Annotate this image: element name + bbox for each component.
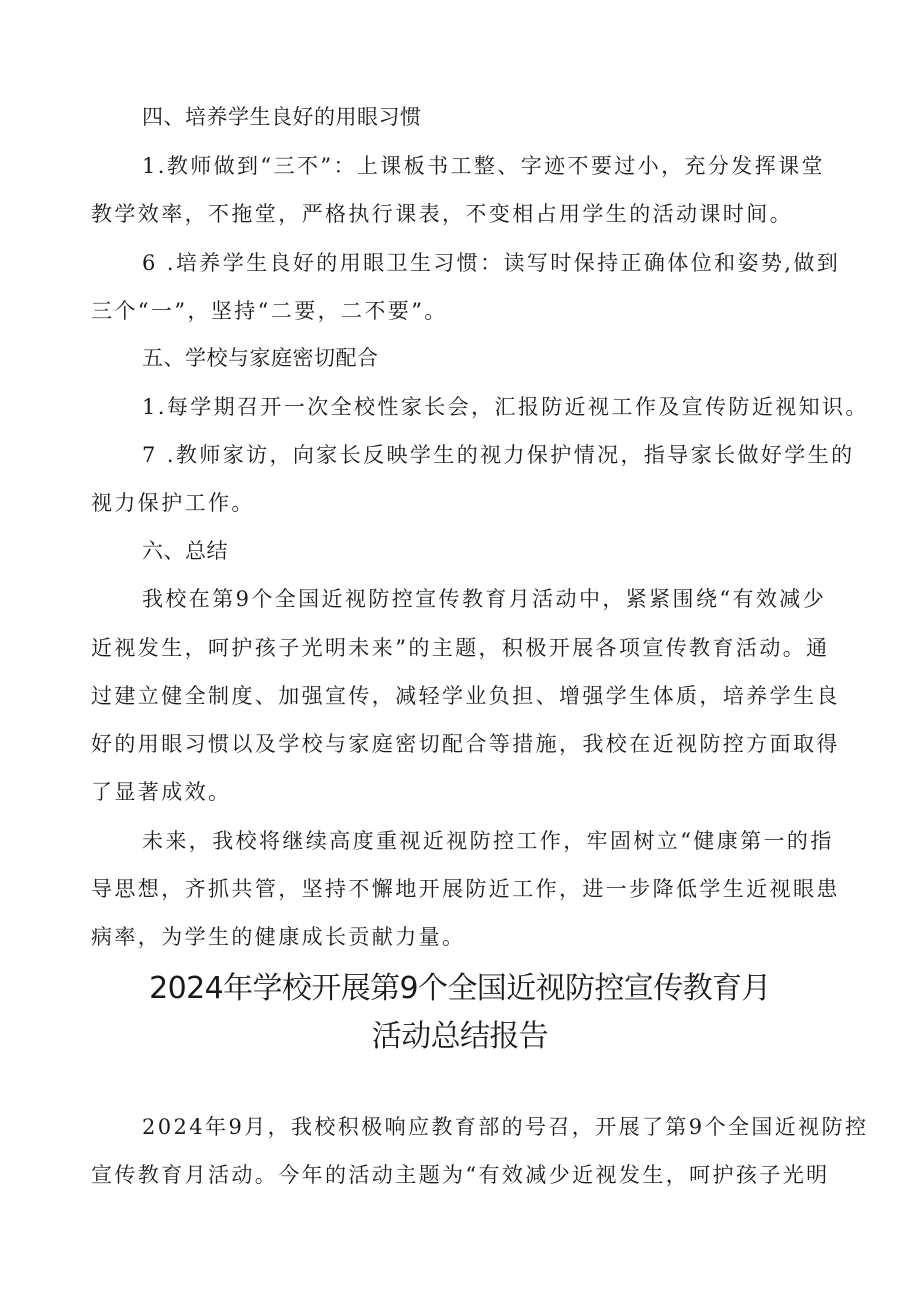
paragraph-line: 了显著成效。 <box>91 780 232 804</box>
section-heading-5: 五、学校与家庭密切配合 <box>142 346 379 370</box>
paragraph-line: 病率，为学生的健康成长贡献力量。 <box>91 925 466 949</box>
report-title-line-2: 活动总结报告 <box>371 1019 549 1054</box>
paragraph-line: 过建立健全制度、加强宣传，减轻学业负担、增强学生体质，培养学生良 <box>91 684 840 708</box>
paragraph-line: 近视发生，呵护孩子光明未来”的主题，积极开展各项宣传教育活动。通 <box>91 636 830 660</box>
paragraph-line: 未来，我校将继续高度重视近视防控工作，牢固树立“健康第一的指 <box>142 829 834 853</box>
paragraph-line: 教学效率，不拖堂，严格执行课表，不变相占用学生的活动课时间。 <box>91 202 793 226</box>
paragraph-line: 6 .培养学生良好的用眼卫生习惯：读写时保持正确体位和姿势,做到 <box>142 251 841 275</box>
paragraph-line: 导思想，齐抓共管，坚持不懈地开展防近工作，进一步降低学生近视眼患 <box>91 877 840 901</box>
paragraph-line: 宣传教育月活动。今年的活动主题为“有效减少近视发生，呵护孩子光明 <box>91 1163 830 1187</box>
paragraph-line: 1.教师做到“三不”：上课板书工整、字迹不要过小，充分发挥课堂 <box>142 154 825 178</box>
paragraph-line: 好的用眼习惯以及学校与家庭密切配合等措施，我校在近视防控方面取得 <box>91 732 840 756</box>
paragraph-line: 1.每学期召开一次全校性家长会，汇报防近视工作及宣传防近视知识。 <box>142 395 869 419</box>
paragraph-line: 我校在第9个全国近视防控宣传教育月活动中，紧紧围绕“有效减少 <box>142 587 827 611</box>
paragraph-line: 2024年9月，我校积极响应教育部的号召，开展了第9个全国近视防控 <box>142 1115 869 1139</box>
paragraph-line: 三个“一”，坚持“二要，二不要”。 <box>91 299 448 323</box>
paragraph-line: 7 .教师家访，向家长反映学生的视力保护情况，指导家长做好学生的 <box>142 443 855 467</box>
section-heading-6: 六、总结 <box>142 539 228 563</box>
paragraph-line: 视力保护工作。 <box>91 491 255 515</box>
section-heading-4: 四、培养学生良好的用眼习惯 <box>142 105 422 129</box>
report-title-line-1: 2024年学校开展第9个全国近视防控宣传教育月 <box>149 971 771 1006</box>
